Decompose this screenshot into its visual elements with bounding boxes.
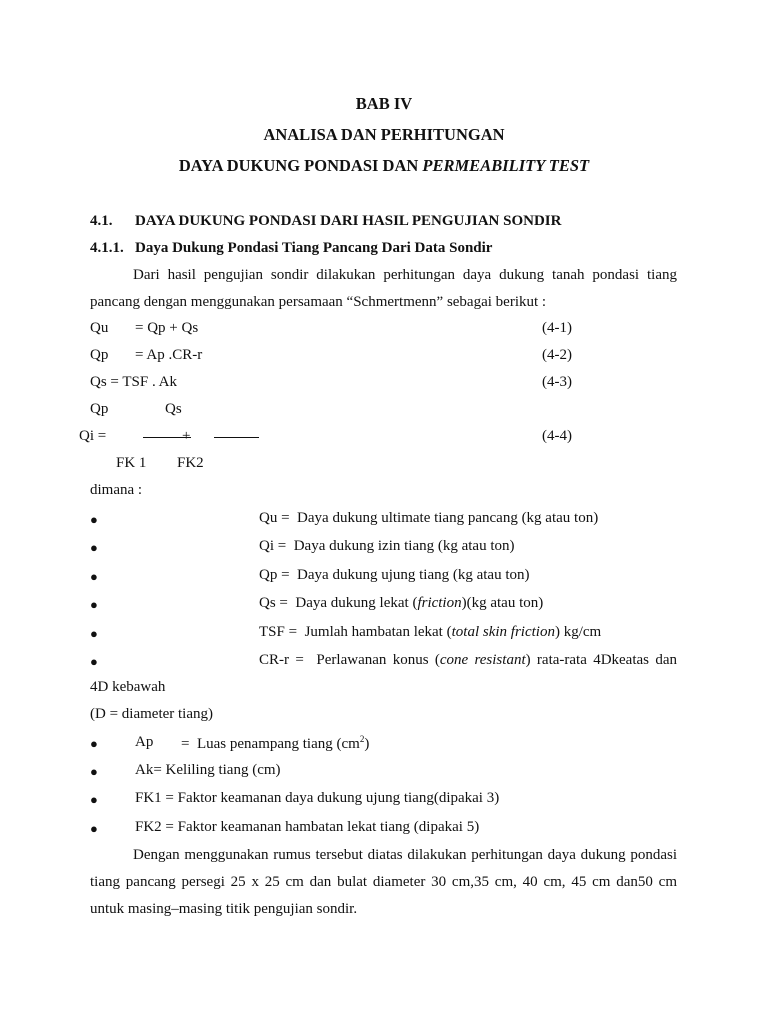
bullet-icon: ● xyxy=(90,764,98,779)
def-lhs: Qs = xyxy=(259,595,288,611)
def-text: Luas penampang tiang (cm xyxy=(196,736,360,752)
section-title: DAYA DUKUNG PONDASI DARI HASIL PENGUJIAN SONDIR xyxy=(135,213,562,229)
fraction-bottom-left: FK 1 xyxy=(116,455,147,471)
bullet-icon: ● xyxy=(90,821,98,836)
chapter-subtitle xyxy=(0,156,768,176)
fraction-bar-right xyxy=(214,437,259,438)
def-qu xyxy=(259,510,598,527)
eq3-number: (4-3) xyxy=(542,374,572,390)
fraction-top-right: Qs xyxy=(165,401,182,417)
def-lhs: Qu = xyxy=(259,510,290,526)
def-lhs: CR-r = xyxy=(259,652,304,668)
def-text-italic: total skin friction xyxy=(451,624,555,640)
eq2-number: (4-2) xyxy=(542,347,572,363)
subtitle-italic: PERMEABILITY TEST xyxy=(422,156,590,175)
subsection-title: Daya Dukung Pondasi Tiang Pancang Dari Data Sondir xyxy=(135,240,493,256)
def-lhs: Qp = xyxy=(259,567,290,583)
def-text: Daya dukung ujung tiang (kg atau ton) xyxy=(297,567,530,583)
def-fk1: FK1 = Faktor keamanan daya dukung ujung tiang(dipakai 3) xyxy=(135,790,500,806)
def-ap-lhs: Ap xyxy=(135,734,154,750)
def-lhs: Qi = xyxy=(259,538,287,554)
def-text-italic: cone resistant xyxy=(439,652,526,668)
intro-paragraph: Dari hasil pengujian sondir dilakukan perhitungan daya dukung tanah pondasi tiang pancang dengan menggunakan persamaan “Schmertmenn” sebagai berikut : xyxy=(90,267,677,310)
def-ap xyxy=(181,734,369,753)
def-continuation: 4D kebawah xyxy=(90,679,166,695)
fraction-lhs: Qi = xyxy=(79,428,107,444)
def-lhs: TSF = xyxy=(259,624,298,640)
subtitle-normal: DAYA DUKUNG PONDASI DAN xyxy=(178,156,423,175)
def-sup: 2 xyxy=(359,734,365,744)
fraction-plus: + xyxy=(182,428,191,444)
section-number: 4.1. xyxy=(90,213,113,229)
eq1-number: (4-1) xyxy=(542,320,572,336)
fraction-bottom-right: FK2 xyxy=(177,455,204,471)
def-text-pre: Perlawanan konus ( xyxy=(316,652,440,668)
bullet-icon: ● xyxy=(90,569,98,584)
def-text-post: ) rata-rata 4Dkeatas dan xyxy=(525,652,677,668)
diameter-note: (D = diameter tiang) xyxy=(90,706,213,722)
def-text-pre: Daya dukung lekat ( xyxy=(295,595,418,611)
fraction-top-left: Qp xyxy=(90,401,109,417)
def-text-pre: Jumlah hambatan lekat ( xyxy=(304,624,452,640)
def-text-post: ) kg/cm xyxy=(554,624,602,640)
def-text-post: ) xyxy=(364,736,370,752)
def-ak: Ak= Keliling tiang (cm) xyxy=(135,762,281,778)
bullet-icon: ● xyxy=(90,597,98,612)
def-eq: = xyxy=(181,736,190,752)
eq2-rhs: = Ap .CR-r xyxy=(135,347,203,363)
subsection-number: 4.1.1. xyxy=(90,240,124,256)
def-text: Daya dukung ultimate tiang pancang (kg atau ton) xyxy=(297,510,599,526)
chapter-heading: BAB IV xyxy=(355,94,413,113)
def-text-italic: friction xyxy=(417,595,462,611)
def-crr xyxy=(259,652,677,669)
def-qp xyxy=(259,567,530,584)
def-fk2: FK2 = Faktor keamanan hambatan lekat tiang (dipakai 5) xyxy=(135,819,480,835)
chapter-title: ANALISA DAN PERHITUNGAN xyxy=(263,125,505,144)
bullet-icon: ● xyxy=(90,792,98,807)
def-tsf xyxy=(259,624,601,641)
bullet-icon: ● xyxy=(90,512,98,527)
def-qi xyxy=(259,538,515,555)
def-text-post: )(kg atau ton) xyxy=(461,595,544,611)
def-qs xyxy=(259,595,543,612)
eq4-number: (4-4) xyxy=(542,428,572,444)
eq1-rhs: = Qp + Qs xyxy=(135,320,199,336)
bullet-icon: ● xyxy=(90,626,98,641)
eq1-lhs: Qu xyxy=(90,320,109,336)
eq3: Qs = TSF . Ak xyxy=(90,374,177,390)
bullet-icon: ● xyxy=(90,540,98,555)
bullet-icon: ● xyxy=(90,736,98,751)
closing-paragraph: Dengan menggunakan rumus tersebut diatas dilakukan perhitungan daya dukung pondasi tiang pancang persegi 25 x 25 cm dan bulat diameter 30 cm,35 cm, 40 cm, 45 cm dan50 cm untuk masing–masing titik pengujian sondir. xyxy=(90,847,677,917)
bullet-icon: ● xyxy=(90,654,98,669)
eq2-lhs: Qp xyxy=(90,347,109,363)
def-text: Daya dukung izin tiang (kg atau ton) xyxy=(293,538,515,554)
where-label: dimana : xyxy=(90,482,143,498)
